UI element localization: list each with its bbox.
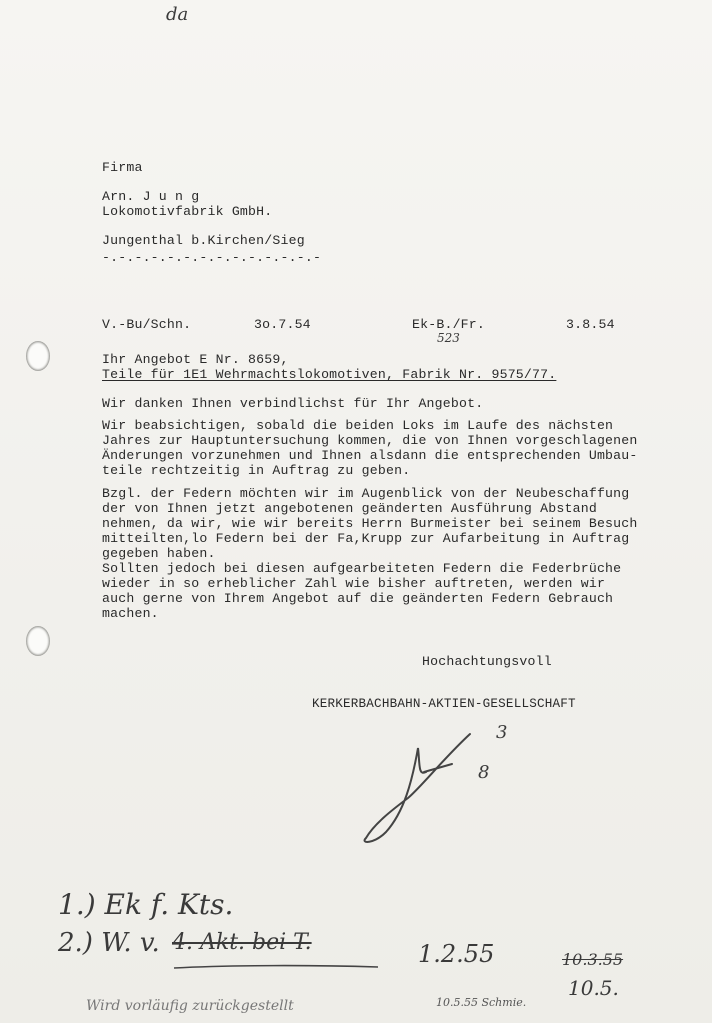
body-p3-line-3: nehmen, da wir, wie wir bereits Herrn Burmeister bei seinem Besuch [102,516,638,531]
closing-phrase: Hochachtungsvoll [422,654,552,669]
sender-company: KERKERBACHBAHN-AKTIEN-GESELLSCHAFT [312,697,576,711]
handwritten-bottom-date: 10.5.55 Schmie. [436,996,527,1009]
recipient-label: Firma [102,160,143,175]
body-p3-line-5: gegeben haben. [102,546,216,561]
recipient-name: Arn. J u n g [102,189,200,204]
body-p3-line-9: machen. [102,606,159,621]
body-p3-line-1: Bzgl. der Federn möchten wir im Augenblick von der Neubeschaffung [102,486,630,501]
handwritten-note-2-prefix: 2.) W. v. [58,928,160,958]
punch-hole-bottom [26,626,50,656]
body-p3-line-7: wieder in so erheblicher Zahl wie bisher auftreten, werden wir [102,576,606,591]
handwritten-date-1: 1.2.55 [418,940,495,968]
signature-numerator: 3 [496,722,508,743]
recipient-company: Lokomotivfabrik GmbH. [102,204,273,219]
body-p2-line-2: Jahres zur Hauptuntersuchung kommen, die von Ihnen vorgeschlagenen [102,433,638,448]
handwritten-note-1: 1.) Ek f. Kts. [58,888,234,921]
recipient-separator: -.-.-.-.-.-.-.-.-.-.-.-.-.- [102,250,322,265]
punch-hole-top [26,341,50,371]
recipient-city: Jungenthal b.Kirchen/Sieg [102,233,305,248]
body-p3-line-8: auch gerne von Ihrem Angebot auf die geänderten Federn Gebrauch [102,591,614,606]
handwritten-date-3: 10.5. [568,976,619,1000]
body-p2-line-3: Änderungen vorzunehmen und Ihnen alsdann die entsprechenden Umbau- [102,448,638,463]
signature-denominator: 8 [478,762,490,783]
handwritten-date-2-struck: 10.3.55 [562,950,624,969]
body-p3-line-6: Sollten jedoch bei diesen aufgearbeiteten Federn die Federbrüche [102,561,622,576]
body-p3-line-4: mitteilten,lo Federn bei der Fa,Krupp zur Aufarbeitung in Auftrag [102,531,630,546]
body-p2-line-4: teile rechtzeitig in Auftrag zu geben. [102,463,411,478]
note-underline [172,962,382,972]
subject-line-2: Teile für 1E1 Wehrmachtslokomotiven, Fabrik Nr. 9575/77. [102,367,557,382]
letter-date: 3.8.54 [566,317,615,332]
our-reference: Ek-B./Fr. [412,317,486,332]
their-reference: V.-Bu/Schn. [102,317,192,332]
subject-line-1: Ihr Angebot E Nr. 8659, [102,352,289,367]
signature-stroke [352,728,472,848]
handwritten-bottom-note: Wird vorläufig zurückgestellt [86,998,294,1014]
body-paragraph-1: Wir danken Ihnen verbindlichst für Ihr Angebot. [102,396,484,411]
body-p3-line-2: der von Ihnen jetzt angebotenen geänderten Ausführung Abstand [102,501,597,516]
handwritten-note-2-struck: 4. Akt. bei T. [172,930,312,955]
body-p2-line-1: Wir beabsichtigen, sobald die beiden Loks im Laufe des nächsten [102,418,614,433]
corner-mark: da [166,4,189,25]
our-reference-note: 523 [437,331,460,345]
their-date: 3o.7.54 [254,317,311,332]
